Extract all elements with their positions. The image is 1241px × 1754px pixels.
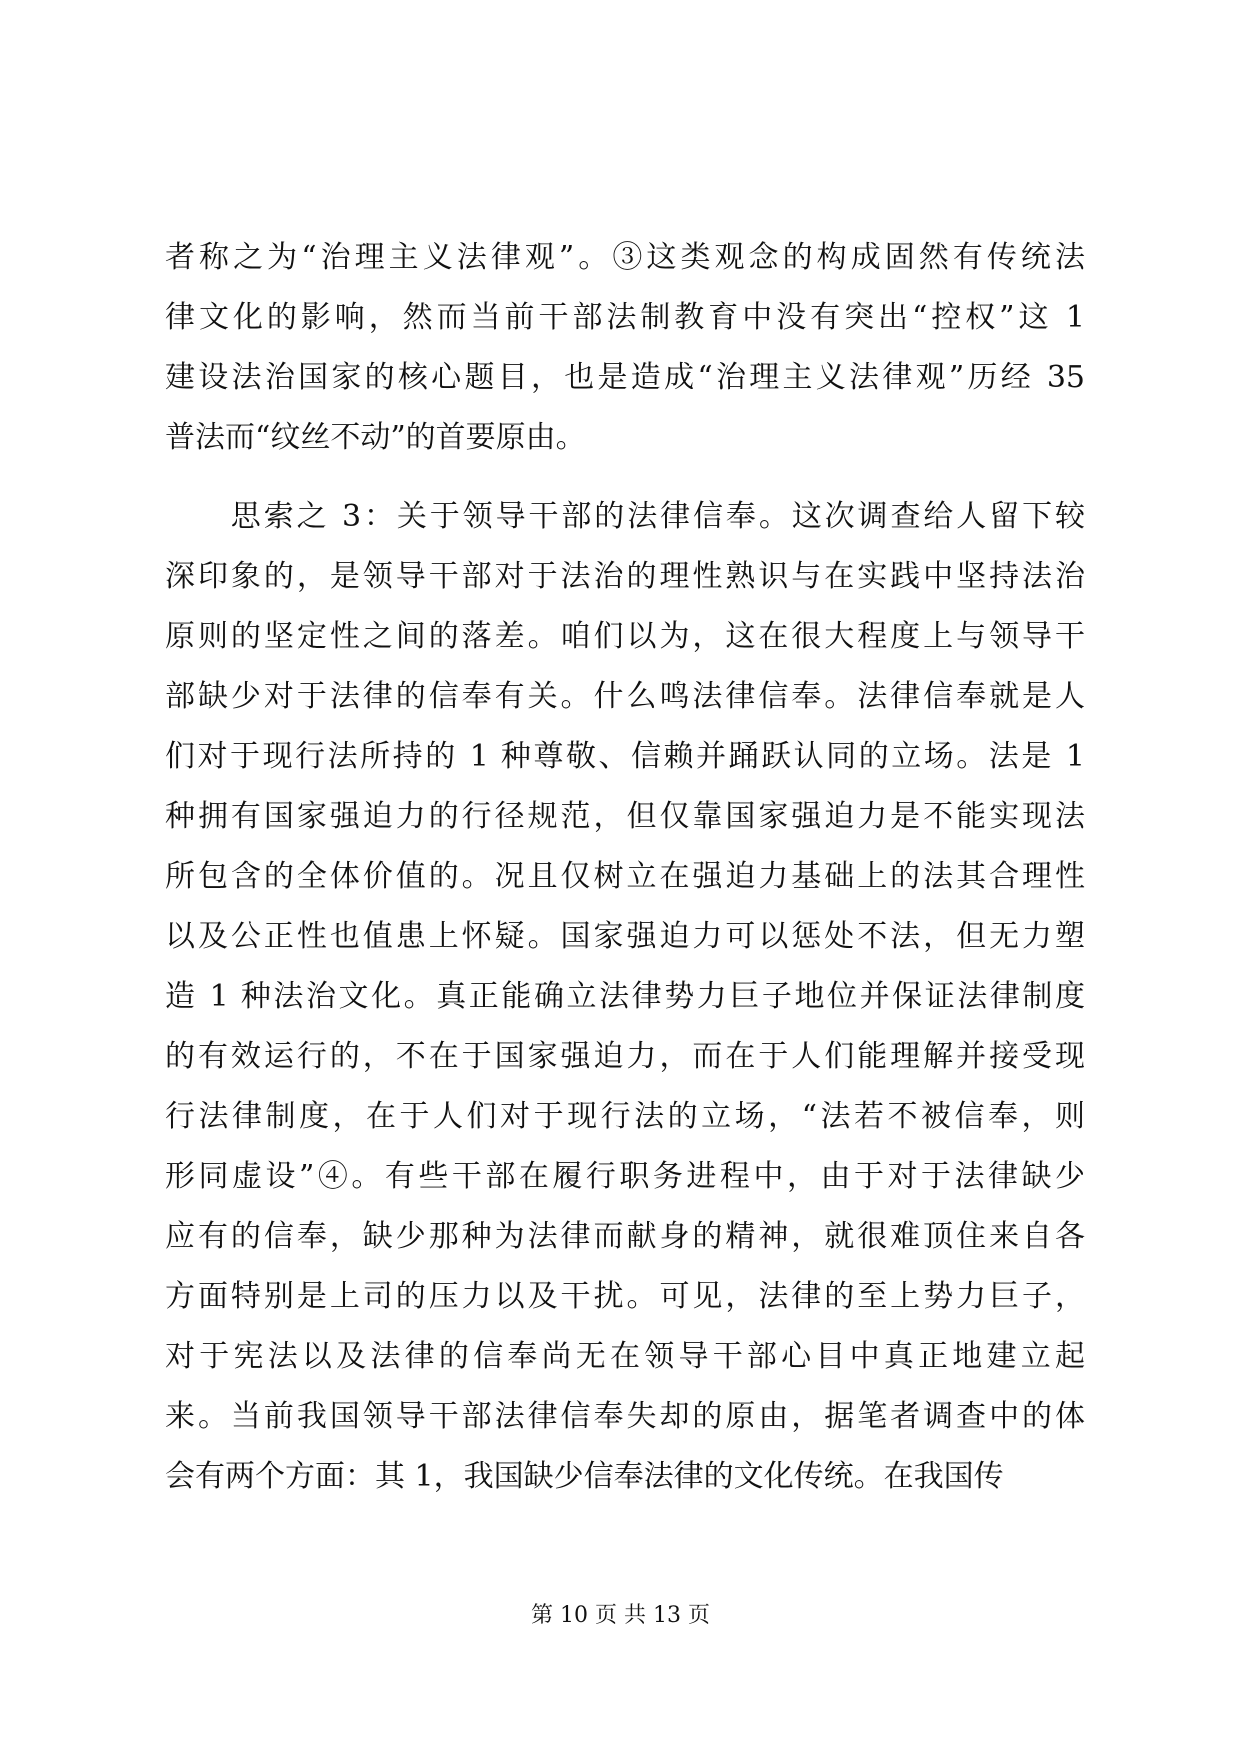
text-line: 以及公正性也值患上怀疑。国家强迫力可以惩处不法，但无力塑 xyxy=(165,919,1085,954)
text-line: 来。当前我国领导干部法律信奉失却的原由，据笔者调查中的体 xyxy=(165,1399,1085,1434)
text-line: 行法律制度，在于人们对于现行法的立场，“法若不被信奉，则 xyxy=(165,1099,1085,1134)
text-line: 造 1 种法治文化。真正能确立法律势力巨子地位并保证法律制度 xyxy=(165,979,1085,1014)
text-line: 律文化的影响，然而当前干部法制教育中没有突出“控权”这 1 xyxy=(165,300,1085,335)
text-line: 应有的信奉，缺少那种为法律而献身的精神，就很难顶住来自各 xyxy=(165,1219,1085,1254)
text-line: 思索之 3：关于领导干部的法律信奉。这次调查给人留下较 xyxy=(165,499,1085,534)
paragraph xyxy=(165,487,1085,1507)
text-line: 种拥有国家强迫力的行径规范，但仅靠国家强迫力是不能实现法 xyxy=(165,799,1085,834)
text-line: 对于宪法以及法律的信奉尚无在领导干部心目中真正地建立起 xyxy=(165,1339,1085,1374)
text-line: 形同虚设”④。有些干部在履行职务进程中，由于对于法律缺少 xyxy=(165,1159,1085,1194)
text-line: 者称之为“治理主义法律观”。③这类观念的构成固然有传统法 xyxy=(165,240,1085,275)
body-text xyxy=(165,228,1085,1507)
text-line: 的有效运行的，不在于国家强迫力，而在于人们能理解并接受现 xyxy=(165,1039,1085,1074)
paragraph-gap xyxy=(165,468,1085,487)
text-line: 会有两个方面：其 1，我国缺少信奉法律的文化传统。在我国传 xyxy=(165,1459,1004,1494)
page-footer: 第 10 页 共 13 页 xyxy=(531,1603,710,1628)
text-line: 所包含的全体价值的。况且仅树立在强迫力基础上的法其合理性 xyxy=(165,859,1085,894)
text-line: 深印象的，是领导干部对于法治的理性熟识与在实践中坚持法治 xyxy=(165,559,1085,594)
text-line: 方面特别是上司的压力以及干扰。可见，法律的至上势力巨子， xyxy=(165,1279,1085,1314)
text-line: 普法而“纹丝不动”的首要原由。 xyxy=(165,420,586,455)
text-line: 们对于现行法所持的 1 种尊敬、信赖并踊跃认同的立场。法是 1 xyxy=(165,739,1085,774)
text-line: 原则的坚定性之间的落差。咱们以为，这在很大程度上与领导干 xyxy=(165,619,1085,654)
paragraph xyxy=(165,228,1085,468)
text-line: 部缺少对于法律的信奉有关。什么鸣法律信奉。法律信奉就是人 xyxy=(165,679,1085,714)
text-line: 建设法治国家的核心题目，也是造成“治理主义法律观”历经 35 xyxy=(165,360,1085,395)
